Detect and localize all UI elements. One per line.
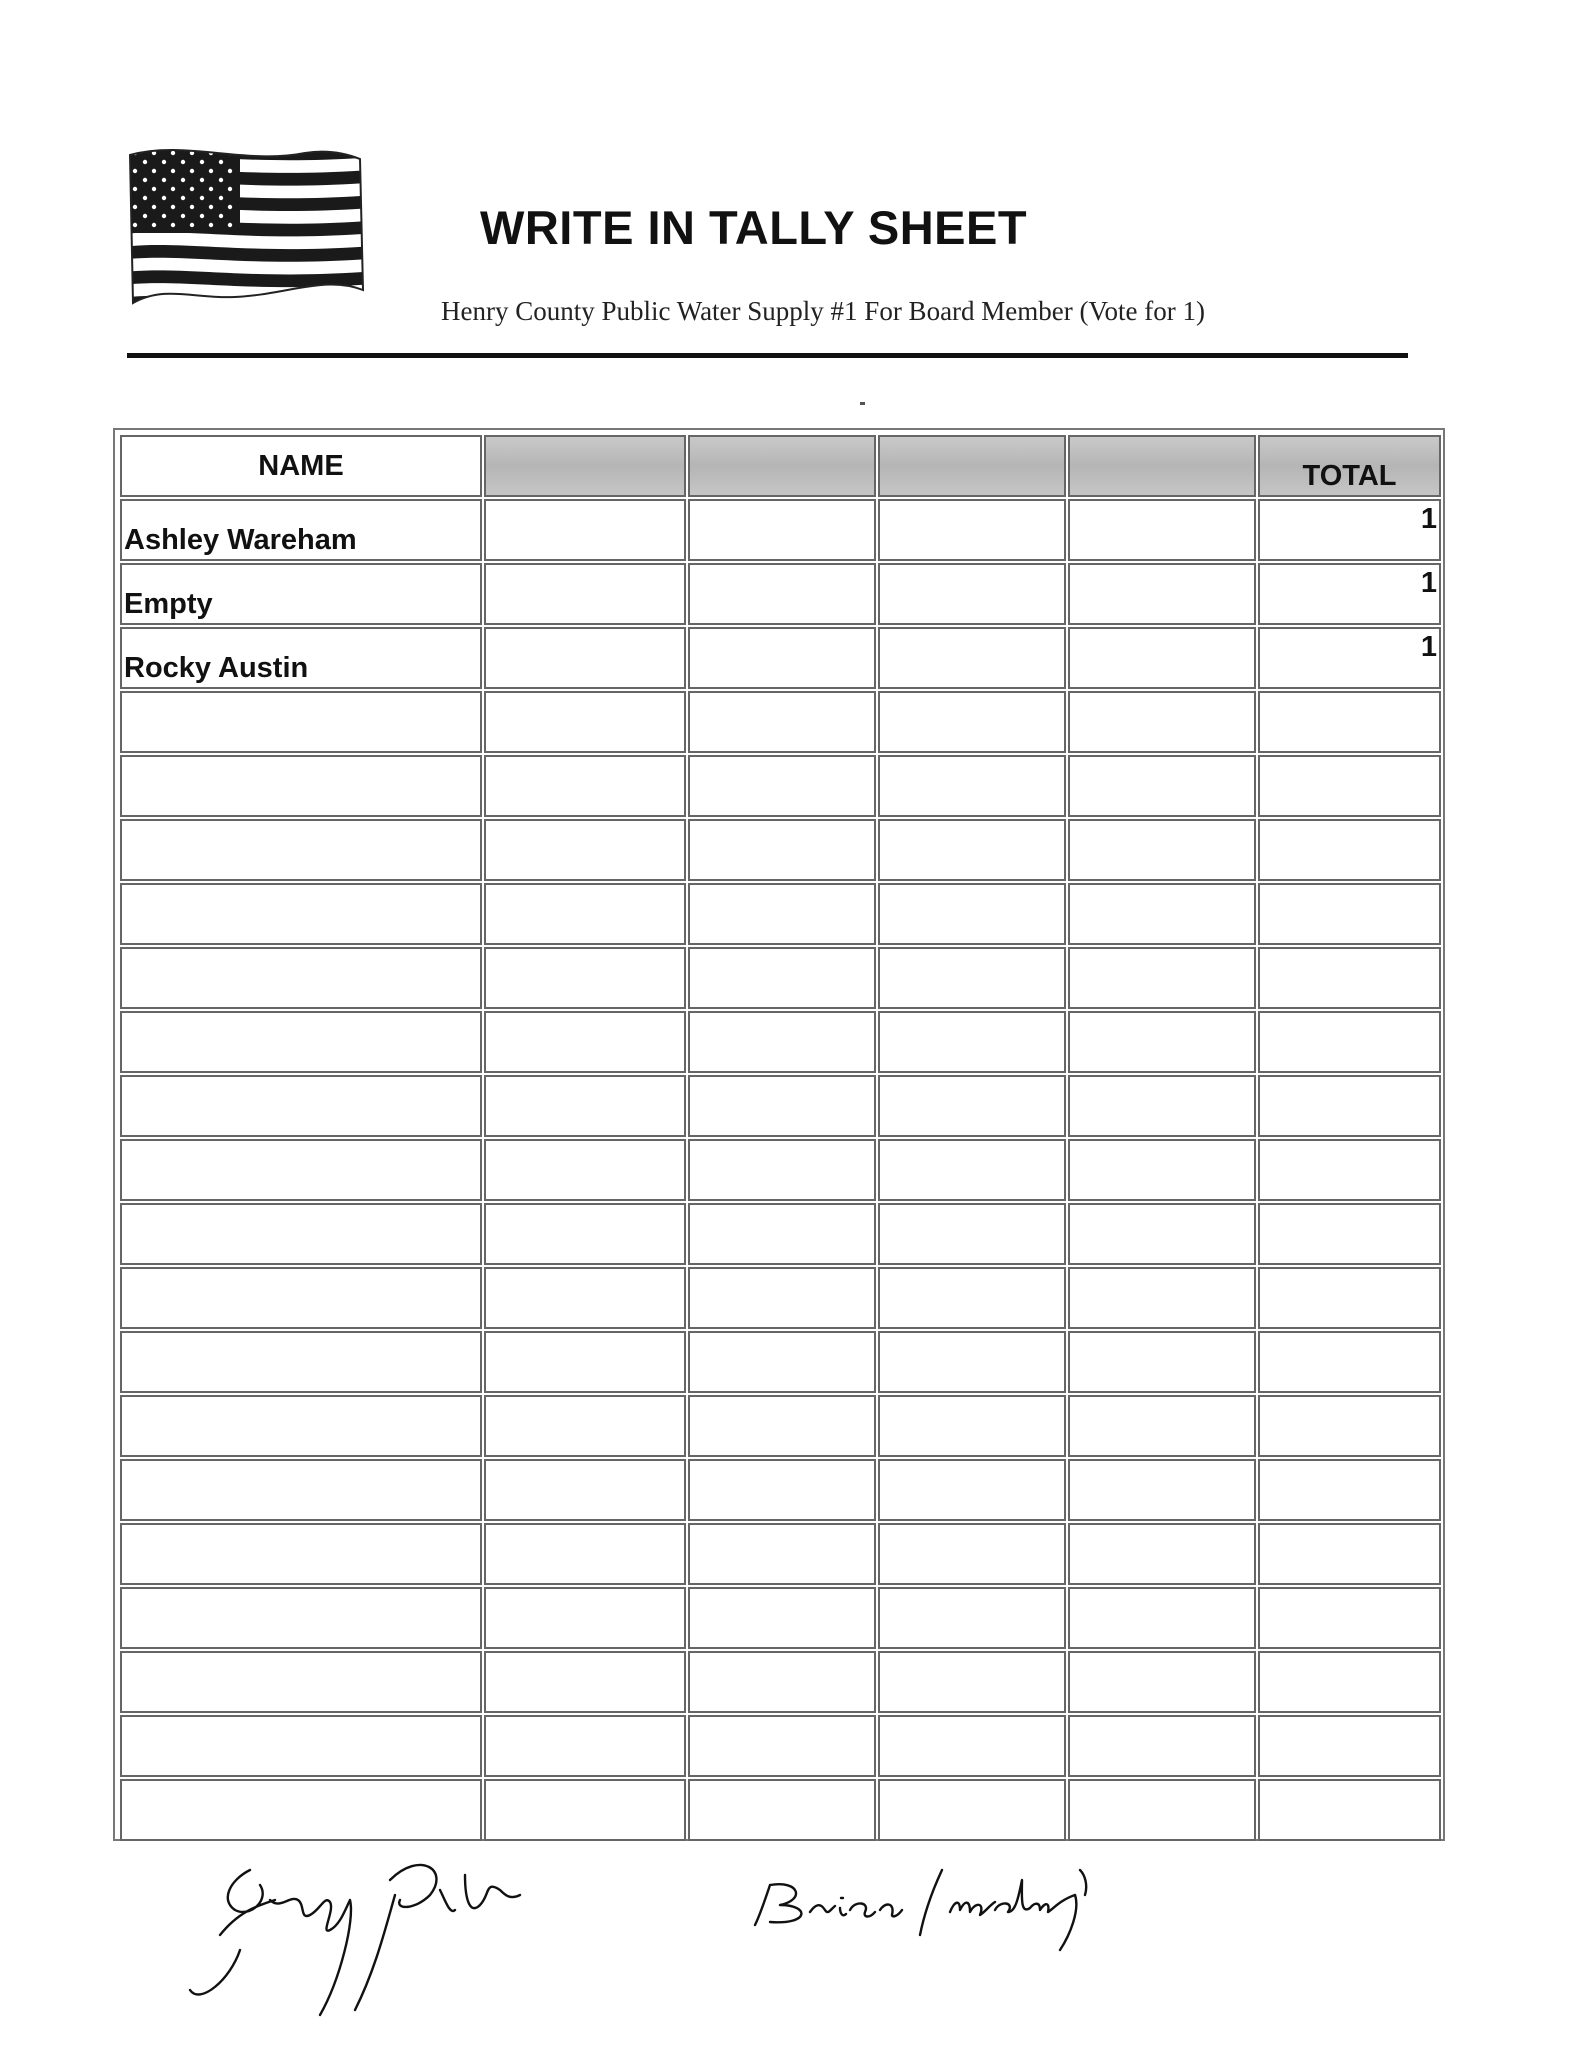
total-cell [1258,1139,1441,1201]
name-cell [120,1267,482,1329]
name-cell [120,1779,482,1841]
total-cell [1258,1651,1441,1713]
tally-cell [878,1075,1066,1137]
total-cell [1258,627,1441,689]
total-cell [1258,1075,1441,1137]
name-cell [120,819,482,881]
tally-cell [688,1267,876,1329]
flag-star [209,205,213,209]
tally-cell [484,755,686,817]
name-cell [120,1651,482,1713]
total-cell [1258,499,1441,561]
tally-cell [878,1651,1066,1713]
tally-cell [1068,1715,1256,1777]
tally-cell [688,1715,876,1777]
total-cell [1258,1523,1441,1585]
name-cell [120,1523,482,1585]
header-total-label: TOTAL [1302,460,1397,492]
tally-cell [1068,627,1256,689]
flag-star [200,196,204,200]
total-cell [1258,1011,1441,1073]
tally-cell [878,1459,1066,1521]
name-cell [120,1715,482,1777]
flag-star [162,196,166,200]
tally-cell [688,563,876,625]
tally-cell [484,1523,686,1585]
name-cell [120,1139,482,1201]
us-flag-icon [125,145,365,310]
tally-cell [688,1395,876,1457]
flag-star [219,214,223,218]
tally-cell [1068,1459,1256,1521]
tally-cell [688,499,876,561]
tally-cell [688,819,876,881]
tally-cell [1068,1779,1256,1841]
tally-cell [1068,691,1256,753]
total-cell [1258,1331,1441,1393]
name-cell [120,1331,482,1393]
tally-cell [1068,755,1256,817]
name-cell [120,1011,482,1073]
flag-star [171,187,175,191]
tally-cell [688,755,876,817]
candidate-name: Empty [124,588,213,620]
tally-cell [688,883,876,945]
tally-cell [1068,819,1256,881]
tally-cell [878,627,1066,689]
total-cell [1258,819,1441,881]
flag-star [200,160,204,164]
tally-cell [688,1587,876,1649]
scan-speck [860,402,865,405]
tally-cell [1068,1331,1256,1393]
tally-cell [1068,1267,1256,1329]
tally-cell [484,1459,686,1521]
tally-cell [484,563,686,625]
tally-cell [878,755,1066,817]
flag-star [143,178,147,182]
total-cell [1258,1203,1441,1265]
flag-star [152,169,156,173]
flag-star [190,169,194,173]
tally-cell [484,883,686,945]
tally-cell [484,1779,686,1841]
tally-cell [484,627,686,689]
name-cell [120,563,482,625]
header-cell-total [1258,435,1441,497]
header-cell-name [120,435,482,497]
tally-cell [484,499,686,561]
tally-cell [688,1779,876,1841]
tally-cell [878,1779,1066,1841]
tally-cell [688,1651,876,1713]
vote-total: 1 [1420,567,1437,599]
tally-cell [1068,1395,1256,1457]
flag-star [200,178,204,182]
total-cell [1258,1587,1441,1649]
flag-star [190,205,194,209]
tally-cell [484,1011,686,1073]
tally-cell [1068,563,1256,625]
total-cell [1258,755,1441,817]
tally-cell [484,1587,686,1649]
name-cell [120,499,482,561]
tally-cell [878,1203,1066,1265]
tally-cell [484,691,686,753]
tally-cell [878,563,1066,625]
flag-star [171,205,175,209]
flag-star [152,223,156,227]
flag-star [190,187,194,191]
tally-cell [1068,883,1256,945]
total-cell [1258,1267,1441,1329]
name-cell [120,947,482,1009]
signatures [180,1840,1100,2030]
flag-star [190,223,194,227]
total-cell [1258,1779,1441,1841]
tally-cell [878,1523,1066,1585]
tally-cell [688,627,876,689]
total-cell [1258,947,1441,1009]
flag-star [219,196,223,200]
tally-cell [878,1011,1066,1073]
signature-first [190,1865,520,2015]
total-cell [1258,883,1441,945]
tally-cell [484,1139,686,1201]
tally-cell [484,1203,686,1265]
flag-star [200,214,204,218]
flag-star [143,160,147,164]
flag-star [181,160,185,164]
flag-star [228,187,232,191]
flag-star [133,187,137,191]
vote-total: 1 [1420,631,1437,663]
tally-cell [688,691,876,753]
total-cell [1258,1715,1441,1777]
flag-star [181,214,185,218]
tally-cell [878,499,1066,561]
name-cell [120,627,482,689]
tally-cell [878,1331,1066,1393]
page-subtitle: Henry County Public Water Supply #1 For Board Member (Vote for 1) [441,296,1205,326]
tally-cell [688,1139,876,1201]
flag-star [181,196,185,200]
flag-star [209,169,213,173]
flag-star [162,214,166,218]
candidate-name: Ashley Wareham [124,524,357,556]
flag-star [219,160,223,164]
header-cell-tally [1068,435,1256,497]
tally-cell [878,819,1066,881]
flag-star [162,160,166,164]
header-cell-tally [484,435,686,497]
flag-star [181,178,185,182]
header-cell-tally [878,435,1066,497]
flag-star [152,205,156,209]
flag-star [162,178,166,182]
tally-cell [688,1331,876,1393]
flag-star [228,205,232,209]
page-title: WRITE IN TALLY SHEET [480,201,1028,254]
flag-stripe [125,296,365,310]
tally-grid [119,434,1442,1842]
flag-star [133,169,137,173]
tally-cell [484,1715,686,1777]
vote-total: 1 [1420,503,1437,535]
tally-cell [1068,947,1256,1009]
name-cell [120,883,482,945]
tally-cell [484,947,686,1009]
candidate-name: Rocky Austin [124,652,309,684]
flag-star [152,187,156,191]
flag-star [228,169,232,173]
header-cell-tally [688,435,876,497]
tally-cell [1068,1075,1256,1137]
name-cell [120,691,482,753]
tally-cell [688,1075,876,1137]
tally-cell [1068,1587,1256,1649]
total-cell [1258,1459,1441,1521]
total-cell [1258,691,1441,753]
name-cell [120,1587,482,1649]
tally-cell [688,1459,876,1521]
flag-star [171,151,175,155]
total-cell [1258,563,1441,625]
tally-cell [878,947,1066,1009]
tally-cell [688,1011,876,1073]
tally-cell [878,1715,1066,1777]
flag-star [143,196,147,200]
header-name-label: NAME [258,449,344,482]
tally-cell [688,1203,876,1265]
name-cell [120,1203,482,1265]
tally-cell [688,1523,876,1585]
flag-star [171,169,175,173]
header-divider [127,353,1408,358]
name-cell [120,755,482,817]
tally-cell [484,1267,686,1329]
tally-cell [878,1395,1066,1457]
flag-star [228,223,232,227]
tally-cell [878,1587,1066,1649]
flag-star [209,223,213,227]
name-cell [120,1395,482,1457]
flag-star [143,214,147,218]
signature-second [755,1870,1086,1950]
tally-cell [878,1139,1066,1201]
tally-cell [484,1331,686,1393]
tally-cell [1068,1011,1256,1073]
total-cell [1258,1395,1441,1457]
tally-cell [1068,499,1256,561]
tally-cell [688,947,876,1009]
flag-star [133,205,137,209]
tally-cell [484,1075,686,1137]
flag-star [219,178,223,182]
flag-star [133,223,137,227]
tally-cell [878,883,1066,945]
flag-star [209,187,213,191]
name-cell [120,1459,482,1521]
name-cell [120,1075,482,1137]
tally-cell [878,1267,1066,1329]
tally-cell [1068,1651,1256,1713]
tally-cell [484,819,686,881]
flag-star [171,223,175,227]
tally-cell [484,1395,686,1457]
tally-cell [1068,1139,1256,1201]
tally-cell [1068,1203,1256,1265]
tally-cell [484,1651,686,1713]
tally-table [113,428,1445,1841]
tally-cell [878,691,1066,753]
tally-cell [1068,1523,1256,1585]
